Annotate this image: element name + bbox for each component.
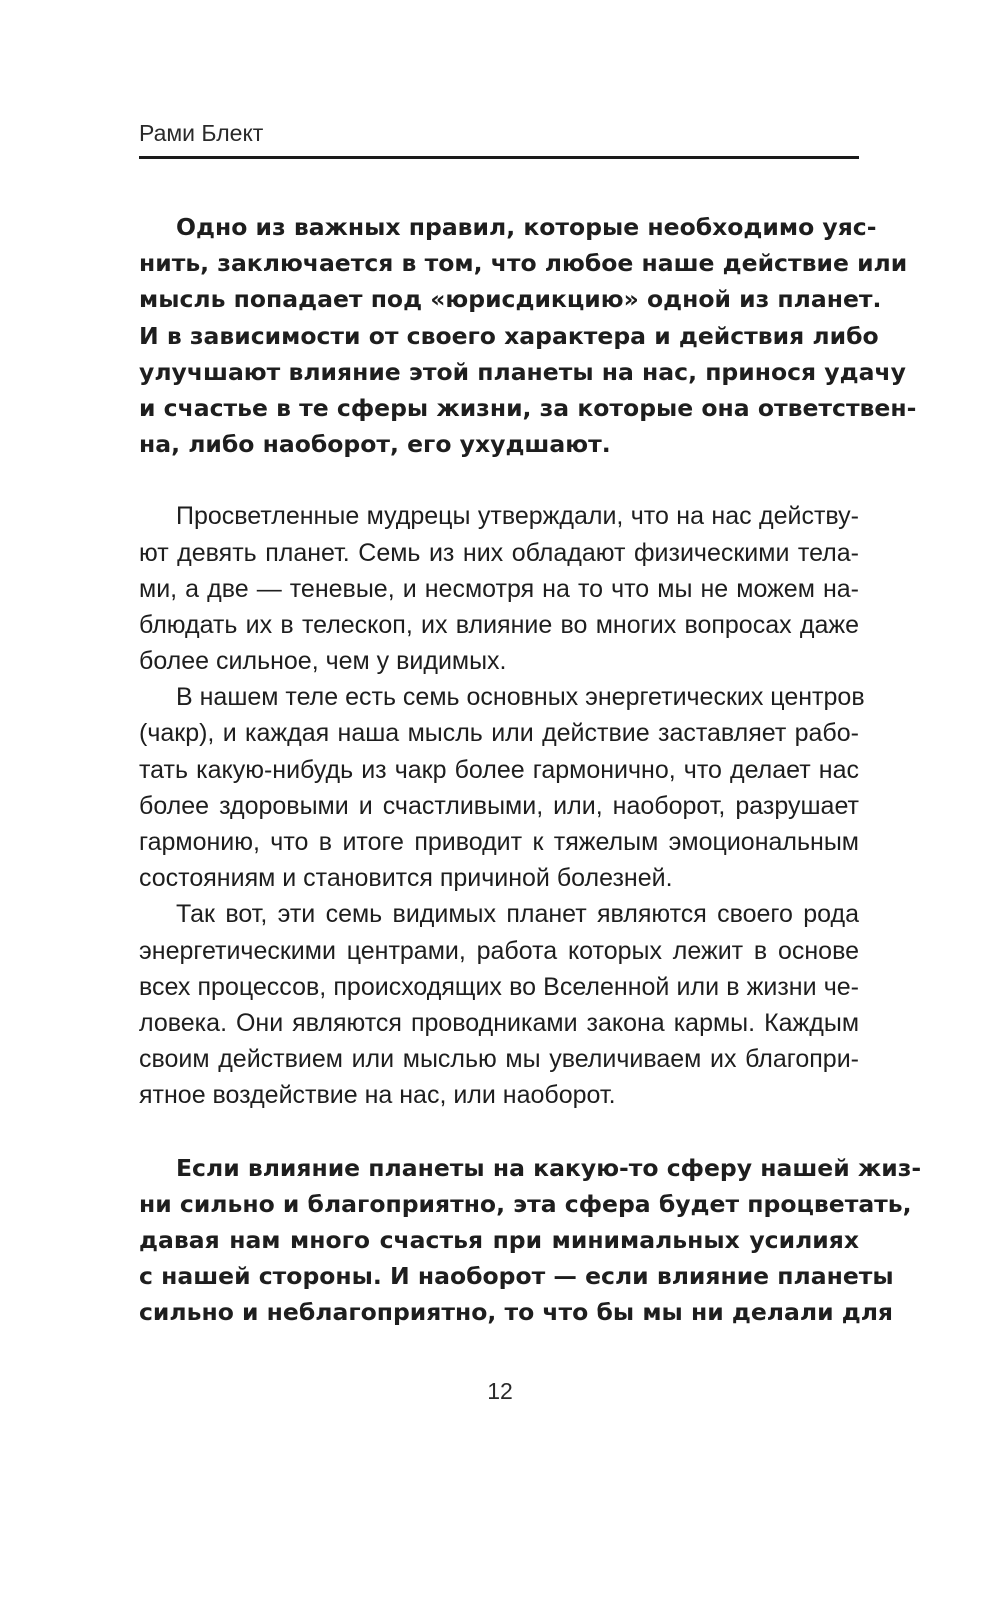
text-line: гармонию, что в итоге приводит к тяжелым эмоциональным [139, 828, 859, 856]
text-line: И в зависимости от своего характера и действия либо [139, 321, 879, 350]
text-line: более здоровыми и счастливыми, или, наоборот, разрушает [139, 791, 859, 820]
text-line: более сильное, чем у видимых. [139, 647, 507, 676]
text-line: всех процессов, происходящих во Вселенной или в жизни че- [139, 972, 859, 1001]
text-line: В нашем теле есть семь основных энергетических центров [176, 683, 865, 712]
text-line: с нашей стороны. И наоборот — если влияние планеты [139, 1262, 894, 1291]
text-line: Одно из важных правил, которые необходимо уяс- [176, 213, 877, 241]
paragraph-3 [139, 679, 865, 896]
paragraph-bold-2 [139, 1150, 922, 1331]
text-line: блюдать их в телескоп, их влияние во многих вопросах даже [139, 610, 859, 639]
text-line: Просветленные мудрецы утверждали, что на нас действу- [176, 502, 859, 531]
paragraph-2 [139, 498, 859, 679]
page-number: 12 [487, 1378, 513, 1404]
text-line: энергетическими центрами, работа которых лежит в основе [139, 936, 859, 965]
running-head: Рами Блект [139, 120, 264, 146]
text-line: улучшают влияние этой планеты на нас, принося удачу [139, 357, 906, 386]
text-line: тать какую-нибудь из чакр более гармонично, что делает нас [139, 755, 859, 784]
text-line: мысль попадает под «юрисдикцию» одной из планет. [139, 285, 882, 314]
text-line: состояниям и становится причиной болезней. [139, 864, 673, 893]
text-line: нить, заключается в том, что любое наше действие или [139, 249, 908, 278]
paragraph-4 [139, 896, 859, 1113]
text-line: и счастье в те сферы жизни, за которые она ответствен- [139, 393, 917, 422]
text-line: сильно и неблагоприятно, то что бы мы ни делали для [139, 1298, 893, 1327]
text-line: Если влияние планеты на какую-то сферу нашей жиз- [176, 1153, 922, 1182]
text-line: Так вот, эти семь видимых планет являются своего рода [176, 900, 859, 929]
text-line: своим действием или мыслью мы увеличиваем их благопри- [139, 1045, 859, 1074]
text-line: ни сильно и благоприятно, эта сфера будет процветать, [139, 1189, 912, 1218]
text-line: ми, а две — теневые, и несмотря на то что мы не можем на- [139, 574, 859, 603]
paragraph-bold-1 [139, 209, 917, 462]
page-body [139, 209, 922, 1330]
text-line: на, либо наоборот, его ухудшают. [139, 430, 611, 459]
text-line: ют девять планет. Семь из них обладают физическими тела- [139, 538, 859, 567]
text-line: ловека. Они являются проводниками закона кармы. Каждым [139, 1008, 859, 1037]
text-line: ятное воздействие на нас, или наоборот. [139, 1081, 616, 1110]
text-line: давая нам много счастья при минимальных усилиях [139, 1225, 859, 1254]
text-line: (чакр), и каждая наша мысль или действие заставляет рабо- [139, 719, 859, 748]
header-rule [139, 156, 859, 159]
